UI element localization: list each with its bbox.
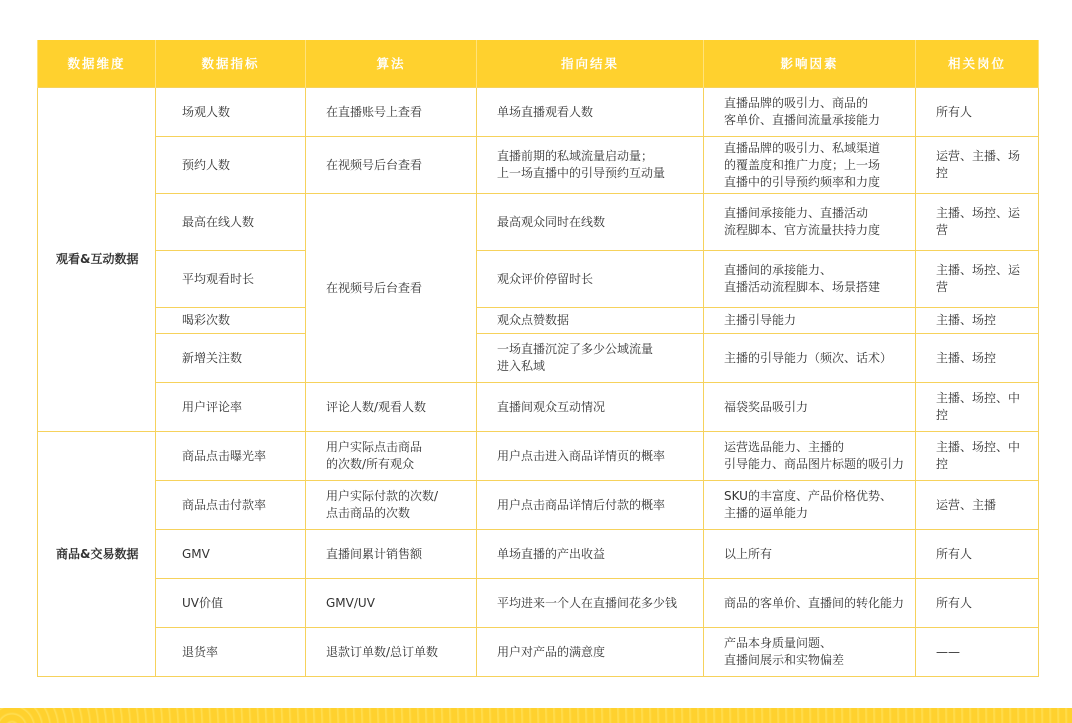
header-result: 指向结果 [477, 40, 704, 88]
result-cell: 观众点赞数据 [477, 308, 704, 334]
result-cell: 用户点击商品详情后付款的概率 [477, 481, 704, 530]
result-cell: 观众评价停留时长 [477, 251, 704, 308]
metric-cell: 喝彩次数 [156, 308, 306, 334]
dimension-cell: 观看&互动数据 [38, 88, 156, 432]
roles-cell: 所有人 [916, 530, 1039, 579]
table-row [38, 137, 1039, 194]
header-row [38, 40, 1039, 88]
dimension-cell: 商品&交易数据 [38, 432, 156, 677]
factors-cell: 直播间的承接能力、 直播活动流程脚本、场景搭建 [704, 251, 916, 308]
factors-cell: 主播引导能力 [704, 308, 916, 334]
roles-cell: 运营、主播 [916, 481, 1039, 530]
roles-cell: 主播、场控、中控 [916, 432, 1039, 481]
metric-cell: 商品点击曝光率 [156, 432, 306, 481]
result-cell: 单场直播的产出收益 [477, 530, 704, 579]
factors-cell: 直播间承接能力、直播活动 流程脚本、官方流量扶持力度 [704, 194, 916, 251]
factors-cell: 直播品牌的吸引力、商品的 客单价、直播间流量承接能力 [704, 88, 916, 137]
algorithm-cell: 在直播账号上查看 [306, 88, 477, 137]
roles-cell: 运营、主播、场控 [916, 137, 1039, 194]
roles-cell: —— [916, 628, 1039, 677]
factors-cell: 直播品牌的吸引力、私域渠道 的覆盖度和推广力度；上一场 直播中的引导预约频率和力度 [704, 137, 916, 194]
metric-cell: 预约人数 [156, 137, 306, 194]
metric-cell: 退货率 [156, 628, 306, 677]
metric-cell: 商品点击付款率 [156, 481, 306, 530]
table-row [38, 88, 1039, 137]
factors-cell: 商品的客单价、直播间的转化能力 [704, 579, 916, 628]
result-cell: 一场直播沉淀了多少公域流量 进入私域 [477, 334, 704, 383]
metric-cell: UV价值 [156, 579, 306, 628]
factors-cell: 产品本身质量问题、 直播间展示和实物偏差 [704, 628, 916, 677]
header-factors: 影响因素 [704, 40, 916, 88]
algorithm-cell: 在视频号后台查看 [306, 137, 477, 194]
table-row [38, 251, 1039, 308]
algorithm-cell: 评论人数/观看人数 [306, 383, 477, 432]
result-cell: 直播前期的私域流量启动量； 上一场直播中的引导预约互动量 [477, 137, 704, 194]
metric-cell: 用户评论率 [156, 383, 306, 432]
table-row [38, 628, 1039, 677]
metric-cell: GMV [156, 530, 306, 579]
roles-cell: 主播、场控、运营 [916, 194, 1039, 251]
table-row [38, 383, 1039, 432]
table-row [38, 334, 1039, 383]
algorithm-cell: 退款订单数/总订单数 [306, 628, 477, 677]
algorithm-cell: GMV/UV [306, 579, 477, 628]
header-dimension: 数据维度 [38, 40, 156, 88]
metric-cell: 场观人数 [156, 88, 306, 137]
factors-cell: 以上所有 [704, 530, 916, 579]
footer-decorative-band [0, 708, 1072, 723]
header-metric: 数据指标 [156, 40, 306, 88]
roles-cell: 所有人 [916, 579, 1039, 628]
factors-cell: 主播的引导能力（频次、话术） [704, 334, 916, 383]
result-cell: 平均进来一个人在直播间花多少钱 [477, 579, 704, 628]
result-cell: 最高观众同时在线数 [477, 194, 704, 251]
roles-cell: 主播、场控 [916, 308, 1039, 334]
factors-cell: 运营选品能力、主播的 引导能力、商品图片标题的吸引力 [704, 432, 916, 481]
roles-cell: 主播、场控、运营 [916, 251, 1039, 308]
roles-cell: 主播、场控、中控 [916, 383, 1039, 432]
factors-cell: SKU的丰富度、产品价格优势、 主播的逼单能力 [704, 481, 916, 530]
algorithm-cell: 用户实际付款的次数/ 点击商品的次数 [306, 481, 477, 530]
result-cell: 单场直播观看人数 [477, 88, 704, 137]
algorithm-cell: 用户实际点击商品 的次数/所有观众 [306, 432, 477, 481]
result-cell: 直播间观众互动情况 [477, 383, 704, 432]
table-row [38, 530, 1039, 579]
table-row [38, 194, 1039, 251]
metric-cell: 平均观看时长 [156, 251, 306, 308]
result-cell: 用户点击进入商品详情页的概率 [477, 432, 704, 481]
algorithm-cell: 直播间累计销售额 [306, 530, 477, 579]
metrics-table [37, 40, 1039, 677]
table-row [38, 432, 1039, 481]
metric-cell: 新增关注数 [156, 334, 306, 383]
header-roles: 相关岗位 [916, 40, 1039, 88]
table-row [38, 481, 1039, 530]
roles-cell: 所有人 [916, 88, 1039, 137]
header-algorithm: 算法 [306, 40, 477, 88]
metric-cell: 最高在线人数 [156, 194, 306, 251]
factors-cell: 福袋奖品吸引力 [704, 383, 916, 432]
roles-cell: 主播、场控 [916, 334, 1039, 383]
algorithm-cell: 在视频号后台查看 [306, 194, 477, 383]
result-cell: 用户对产品的满意度 [477, 628, 704, 677]
table-row [38, 308, 1039, 334]
table-row [38, 579, 1039, 628]
